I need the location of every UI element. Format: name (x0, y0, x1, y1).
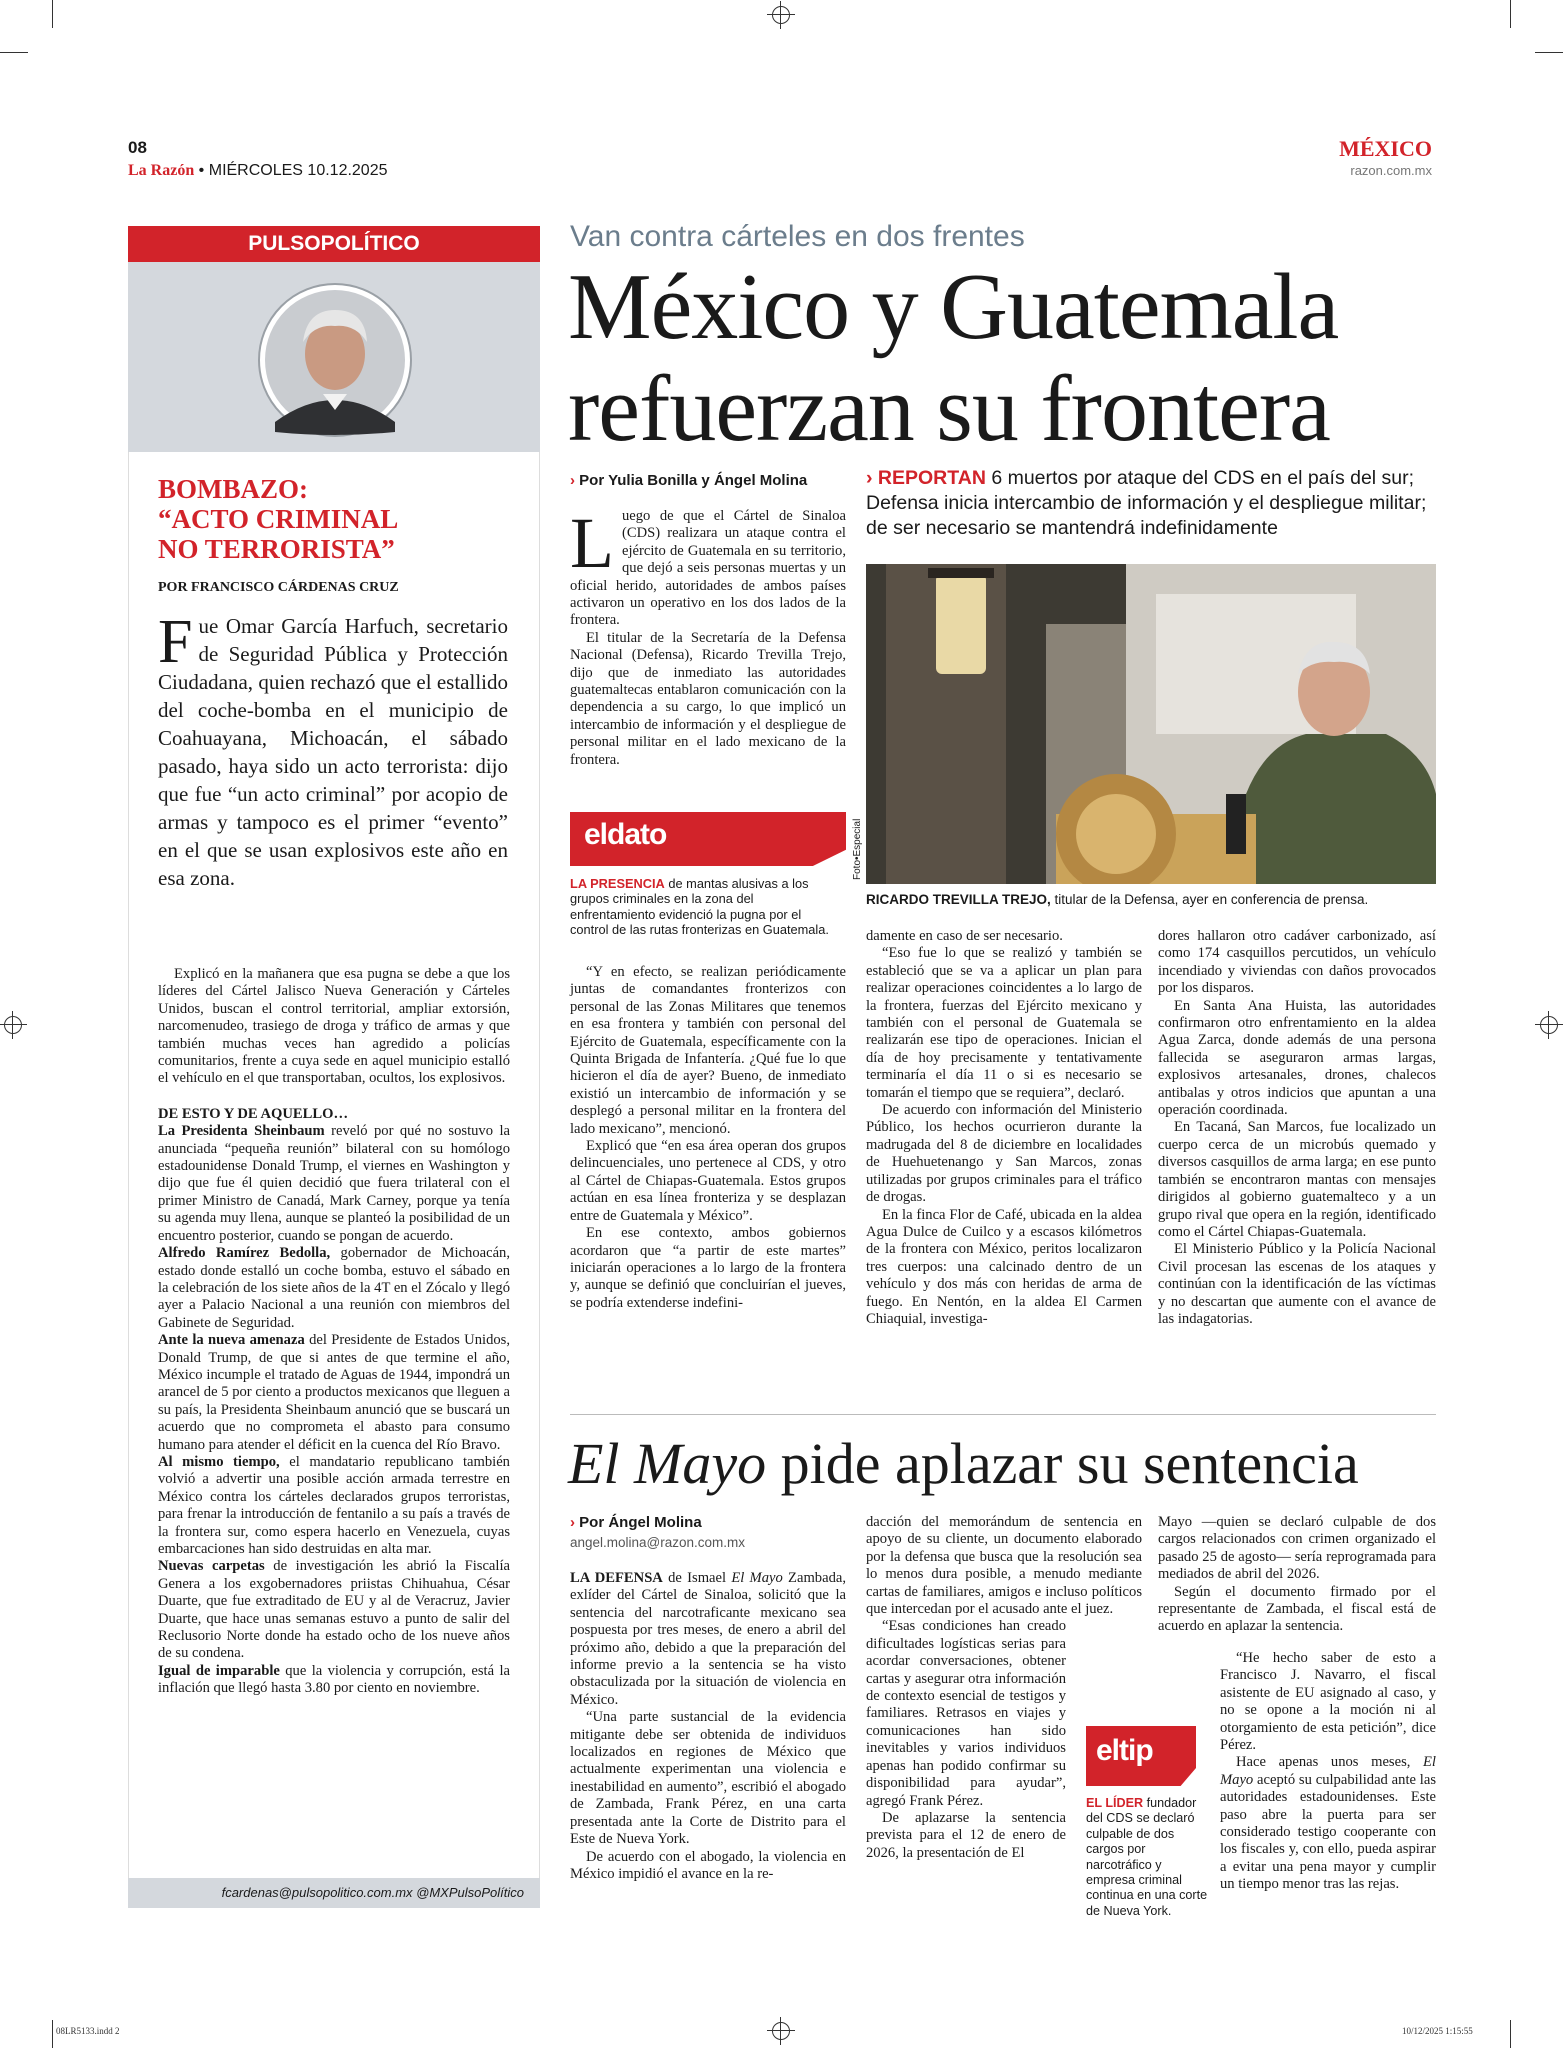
site-url: razon.com.mx (1350, 163, 1432, 178)
dato-label: eldato (584, 818, 667, 851)
header-brand-date: La Razón • MIÉRCOLES 10.12.2025 (128, 162, 388, 179)
issue-date: MIÉRCOLES 10.12.2025 (208, 162, 388, 179)
dropcap: F (158, 608, 193, 676)
photo-caption: RICARDO TREVILLA TREJO, titular de la Defensa, ayer en conferencia de prensa. (866, 892, 1369, 907)
print-timestamp: 10/12/2025 1:15:55 (1402, 2026, 1473, 2036)
author-photo (257, 282, 413, 438)
column-subhead: DE ESTO Y DE AQUELLO… (158, 1105, 349, 1122)
second-email[interactable]: angel.molina@razon.com.mx (570, 1535, 746, 1550)
main-col-2: damente en caso de ser necesario. “Eso fue lo que se realizó y también se estableció que se va a aplicar un plan para realizar operaciones coincidentes a lo largo de la frontera, fuerzas del Ejército mexicano y también con el personal de Guatemala se realizarán ese tipo de operaciones. Inician el día de hoy precisamente y tentativamente terminaría el día 11 o si es necesario se tomarán el tiempo que se requiera”, declaró. De acuerdo con información del Ministerio Público, los hechos ocurrieron durante la madrugada del 8 de diciembre en localidades de Huehuetenango y San Marcos, zonas utilizadas por grupos criminales para el tráfico de drogas. En la finca Flor de Café, ubicada en la aldea Agua Dulce de Cuilco y a escasos kilómetros de la frontera con México, peritos localizaron tres cuerpos: una calcinado dentro de un vehículo y dos más con heridas de arma de fuego. En Nentón, en la aldea El Carmen Chiaquial, investiga- (866, 928, 1142, 1327)
file-slug: 08LR5133.indd 2 (56, 2026, 120, 2036)
registration-mark-right (1540, 1016, 1558, 1034)
tip-label: eltip (1096, 1734, 1153, 1767)
brand-logo: La Razón (128, 162, 195, 179)
column-paragraph-1: Explicó en la mañanera que esa pugna se debe a que los líderes del Cártel Jalisco Nueva Generación y Cárteles Unidos, buscan el control territorial, ampliar extorsión, narcomenudeo, trasiego de droga y tráfico de armas y que también muchas veces han agredido a policías comunitarios, frente a cuya sede en aquel municipio estalló el vehículo en el que transportaban, ocultos, los explosivos. (158, 966, 510, 1087)
main-headline: México y Guatemala refuerzan su frontera (568, 255, 1339, 461)
main-paragraph-2: El titular de la Secretaría de la Defensa Nacional (Defensa), Ricardo Trevilla Trejo, dijo que de inmediato las autoridades guatemaltecas entablaron comunicación con la dependencia a su cargo, lo que implicó un intercambio de información y el despliegue de personal militar en el lado mexicano de la frontera. (570, 629, 846, 768)
column-item: Igual de imparable que la violencia y corrupción, está la inflación que llegó hasta 3.80 por ciento en noviembre. (158, 1662, 510, 1697)
second-col-1: LA DEFENSA de Ismael El Mayo Zambada, exlíder del Cártel de Sinaloa, solicitó que la sentencia del narcotraficante mexicano sea pospuesta por tres meses, de enero a abril del próximo año, debido a que la preparación del informe previo a la sentencia se ha visto obstaculizada por la situación de violencia en México. “Una parte sustancial de la evidencia mitigante debe ser obtenida de individuos localizados en regiones de México que actualmente experimentan una violencia e inestabilidad en aumento”, escribió el abogado de Zambada, Frank Pérez, en una carta presentada ante la Corte de Distrito para el Este de Nueva York. De acuerdo con el abogado, la violencia en México impidió el avance en la re- (570, 1570, 847, 1882)
column-item: Al mismo tiempo, el mandatario republicano también volvió a advertir una posible acción armada terrestre en México contra los cárteles declarados grupos terroristas, para frenar la introducción de fentanilo a su país a través de la frontera sur, como espera hacerlo en Venezuela, cuyas embarcaciones han sido destruidas en alta mar. (158, 1453, 510, 1557)
column-lead-text: ue Omar García Harfuch, secretario de Seguridad Pública y Protección Ciudadana, quien rechazó que el estallido del coche-bomba en el municipio de Coahuayana, Michoacán, el sábado pasado, haya sido un acto terrorista: dijo que fue “un acto criminal” por acopio de armas y tampoco es el primer “evento” en el que se usan explosivos este año en esa zona. (158, 614, 508, 890)
main-col-3: dores hallaron otro cadáver carbonizado, así como 174 casquillos percutidos, un vehículo incendiado y viviendas con daños provocados por los disparos. En Santa Ana Huista, las autoridades confirmaron otro enfrentamiento en la aldea Agua Zarca, donde además de una persona fallecida se aseguraron armas largas, explosivos artesanales, drones, chalecos antibalas y otros indicios que apuntan a una operación coordinada. En Tacaná, San Marcos, fue localizado un cuerpo cerca de un microbús quemado y diversos casquillos de arma larga; en ese punto también se encontraron mantas con mensajes dirigidos al gobierno guatemalteco y a un grupo rival que opera en la región, identificado como el Cártel Chiapas-Guatemala. El Ministerio Público y la Policía Nacional Civil procesan las escenas de los ataques y continúan con la identificación de las víctimas y no descartan que aumente con el avance de las indagatorias. (1158, 928, 1436, 1327)
second-byline: › Por Ángel Molina (570, 1514, 702, 1531)
story-divider (570, 1414, 1436, 1415)
registration-mark-bottom (772, 2022, 790, 2040)
registration-mark-top (772, 6, 790, 24)
page-number: 08 (128, 138, 147, 157)
column-item: Nuevas carpetas de investigación les abrió la Fiscalía Genera a los exgobernadores priistas Chihuahua, César Duarte, que fue extraditado de EU y al de Veracruz, Javier Duarte, que hace unas semanas estuvo a punto de salir del Reclusorio Norte donde ha estado ocho de los nueve años de su condena. (158, 1558, 510, 1662)
tip-text: EL LÍDER fundador del CDS se declaró culpable de dos cargos por narcotráfico y empresa criminal continua en una corte de Nueva York. (1086, 1796, 1208, 1918)
dato-text: LA PRESENCIA de mantas alusivas a los grupos criminales en la zona del enfrentamiento evidenció la pugna por el control de las rutas fronterizas en Guatemala. (570, 876, 829, 938)
kicker: Van contra cárteles en dos frentes (570, 220, 1025, 253)
second-col-3: Mayo —quien se declaró culpable de dos cargos relacionados con crimen organizado el pasado 25 de agosto— sería reprogramada para mediados de abril del 2026. Según el documento firmado por el representante de Zambada, el fiscal está de acuerdo en aplazar la sentencia. (1158, 1514, 1436, 1635)
column-item: La Presidenta Sheinbaum reveló por qué no sostuvo la anunciada “pequeña reunión” bilateral con su homólogo estadounidense Donald Trump, el viernes en Washington y dijo que fue él quien decidió que fuera trilateral con el primer Ministro de Canadá, Mark Carney, porque ya tenía su agenda muy llena, aunque se planteó la posibilidad de un encuentro posterior, cuando se pongan de acuerdo. (158, 1123, 510, 1244)
column-item: Alfredo Ramírez Bedolla, gobernador de Michoacán, estado donde estalló un coche bomba, estuvo el sábado en la celebración de los siete años de la 4T en el Zócalo y llegó ayer a Palacio Nacional a una reunión con miembros del Gabinete de Seguridad. (158, 1245, 510, 1331)
second-col-2: dacción del memorándum de sentencia en apoyo de su cliente, un documento elaborado por la defensa que busca que la resolución sea lo menos dura posible, a menudo mediante cartas de familiares, amigos e incluso políticos que intercedan por el acusado ante el juez. “Esas condiciones han creado dificultades logísticas serias para acordar conversaciones, obtener cartas y asegurar otra información de contexto esencial de testigos y familiares. Retrasos en viajes y comunicaciones han sido inevitables y varios individuos apenas han podido confirmar su disponibilidad para ayudar”, agregó Frank Pérez. De aplazarse la sentencia prevista para el 12 de enero de 2026, la presentación de El (866, 1514, 1142, 1861)
main-photo (866, 564, 1436, 884)
column-byline: POR FRANCISCO CÁRDENAS CRUZ (158, 580, 399, 595)
second-col-3b: “He hecho saber de esto a Francisco J. Navarro, el fiscal asistente de EU asignado al caso, y no se opone a la moción ni al otorgamiento de esta petición”, dice Pérez. Hace apenas unos meses, El Mayo aceptó su culpabilidad ante las autoridades estadounidenses. Este paso abre la puerta para ser considerado testigo cooperante con los fiscales y, con ello, pueda aspirar a evitar una pena mayor y cumplir un tiempo menor tras las rejas. (1220, 1650, 1436, 1893)
column-lead (158, 608, 508, 892)
main-byline: › Por Yulia Bonilla y Ángel Molina (570, 472, 808, 489)
column-item: Ante la nueva amenaza del Presidente de Estados Unidos, Donald Trump, de que si antes de que termine el año, México incumple el tratado de Aguas de 1944, impondrá un arancel de 5 por ciento a productos mexicanos que lleguen a su país, la Presidenta Sheinbaum anunció que se buscará un acuerdo que no comprometa el abasto para consumo humano para atender el déficit en la cuenca del Río Bravo. (158, 1332, 510, 1453)
main-lead-block (570, 503, 846, 769)
second-headline: El Mayo pide aplazar su sentencia (568, 1431, 1359, 1496)
column-body (158, 966, 510, 1698)
section-name: MÉXICO (1339, 136, 1432, 161)
registration-mark-left (4, 1016, 22, 1034)
column-headline: BOMBAZO: “ACTO CRIMINAL NO TERRORISTA” (158, 474, 397, 564)
main-dropcap: L (570, 503, 614, 583)
main-lead-text: uego de que el Cártel de Sinaloa (CDS) realizara un ataque contra el ejército de Guatemala en su territorio, que dejó a seis personas muertas y un oficial herido, autoridades de ambos países activaron un operativo en los dos lados de la frontera. (570, 508, 846, 629)
main-col-1: “Y en efecto, se realizan periódicamente juntas de comandantes fronterizos con personal de las Zonas Militares que tenemos en esa frontera y también con personal del Ejército de Guatemala, específicamente con la Quinta Brigada de Infantería. ¿Qué fue lo que hicieron el día de ayer? Bueno, de inmediato existió un intercambio de información y se desplegó a personal militar en la frontera del lado mexicano”, mencionó. Explicó que “en esa área operan dos grupos delincuenciales, uno pertenece al CDS, y otro al Cártel de Chiapas-Guatemala. Estos grupos actúan en esa línea fronteriza y se desplazan entre de Guatemala y México”. En ese contexto, ambos gobiernos acordaron que “a partir de este martes” iniciarán operaciones a lo largo de la frontera y, aunque se definió que concluirían el jueves, se podría extenderse indefini- (570, 964, 846, 1311)
photo-credit: Foto•Especial (852, 818, 863, 880)
deck: › REPORTAN 6 muertos por ataque del CDS en el país del sur; Defensa inicia intercambio de información y el despliegue militar; de ser necesario se mantendrá indefinidamente (866, 467, 1427, 539)
column-label: PULSOPOLÍTICO (128, 226, 540, 262)
column-footer[interactable]: fcardenas@pulsopolitico.com.mx @MXPulsoPolítico (128, 1878, 540, 1908)
